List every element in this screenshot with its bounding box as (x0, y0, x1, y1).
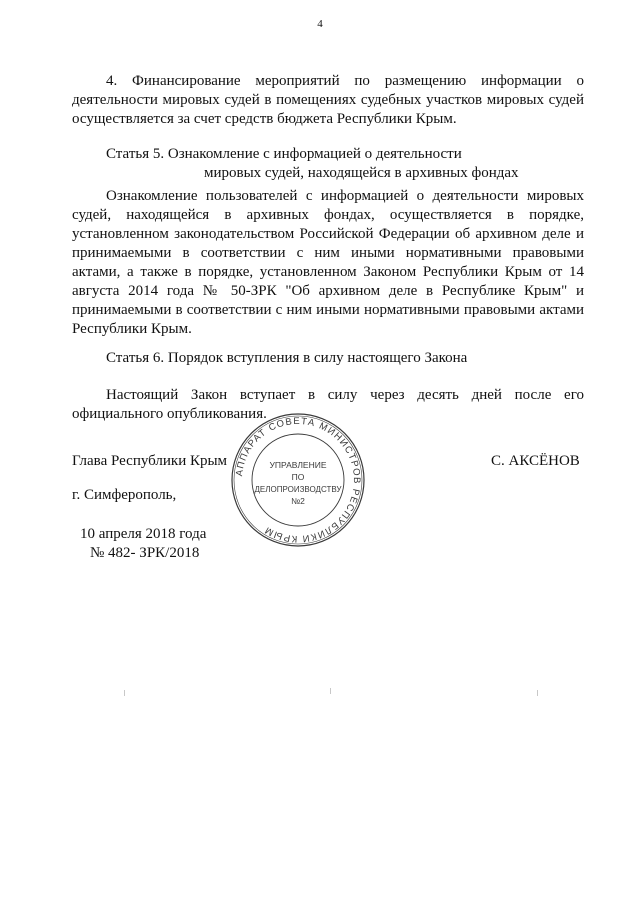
article-5-paragraph-block (72, 187, 584, 339)
scan-speck (537, 690, 538, 696)
article-6-heading (106, 349, 618, 368)
financing-paragraph-block (72, 72, 584, 129)
stamp-outer-text: АППАРАТ СОВЕТА МИНИСТРОВ РЕСПУБЛИКИ КРЫМ (234, 415, 363, 545)
article-6-paragraph: Настоящий Закон вступает в силу через десять дней после его официального опубликования. (72, 387, 584, 422)
signing-city: г. Симферополь, (72, 487, 177, 503)
article-5-paragraph: Ознакомление пользователей с информацией о деятельности мировых судей, находящейся в архивных фондах, осуществляется в порядке, установленном законодательством Российской Федерации об архивном деле и принимаемыми в соответствии с ним иными нормативными правовыми актами, а также в порядке, установленном Законом Республики Крым от 14 августа 2014 года № 50-ЗРК "Об архивном деле в Республике Крым" и принимаемыми в соответствии с ним иными нормативными правовыми актами Республики Крым. (72, 188, 584, 337)
stamp-seal-graphic (228, 410, 368, 550)
page-number: 4 (317, 18, 323, 30)
signatory-position: Глава Республики Крым (72, 453, 228, 469)
law-number: № 482- ЗРК/2018 (90, 545, 200, 561)
article-6-title: Статья 6. Порядок вступления в силу настоящего Закона (106, 350, 468, 366)
article-5-title-line-2: мировых судей, находящейся в архивных фондах (204, 165, 519, 181)
scan-speck (124, 690, 125, 696)
official-stamp (228, 410, 368, 550)
financing-paragraph: 4. Финансирование мероприятий по размещению информации о деятельности мировых судей в помещениях судебных участков мировых судей осуществляется за счет средств бюджета Республики Крым. (72, 73, 584, 127)
stamp-line-1: УПРАВЛЕНИЕ (269, 460, 327, 470)
article-5-title-line-1: Статья 5. Ознакомление с информацией о деятельности (106, 146, 462, 162)
stamp-line-2: ПО (291, 472, 305, 482)
scan-speck (330, 688, 331, 694)
article-5-heading (106, 145, 618, 183)
signing-date: 10 апреля 2018 года (80, 526, 207, 542)
signatory-name: С. АКСЁНОВ (491, 453, 580, 469)
stamp-line-3: ДЕЛОПРОИЗВОДСТВУ (254, 485, 342, 494)
stamp-line-4: №2 (291, 496, 305, 506)
